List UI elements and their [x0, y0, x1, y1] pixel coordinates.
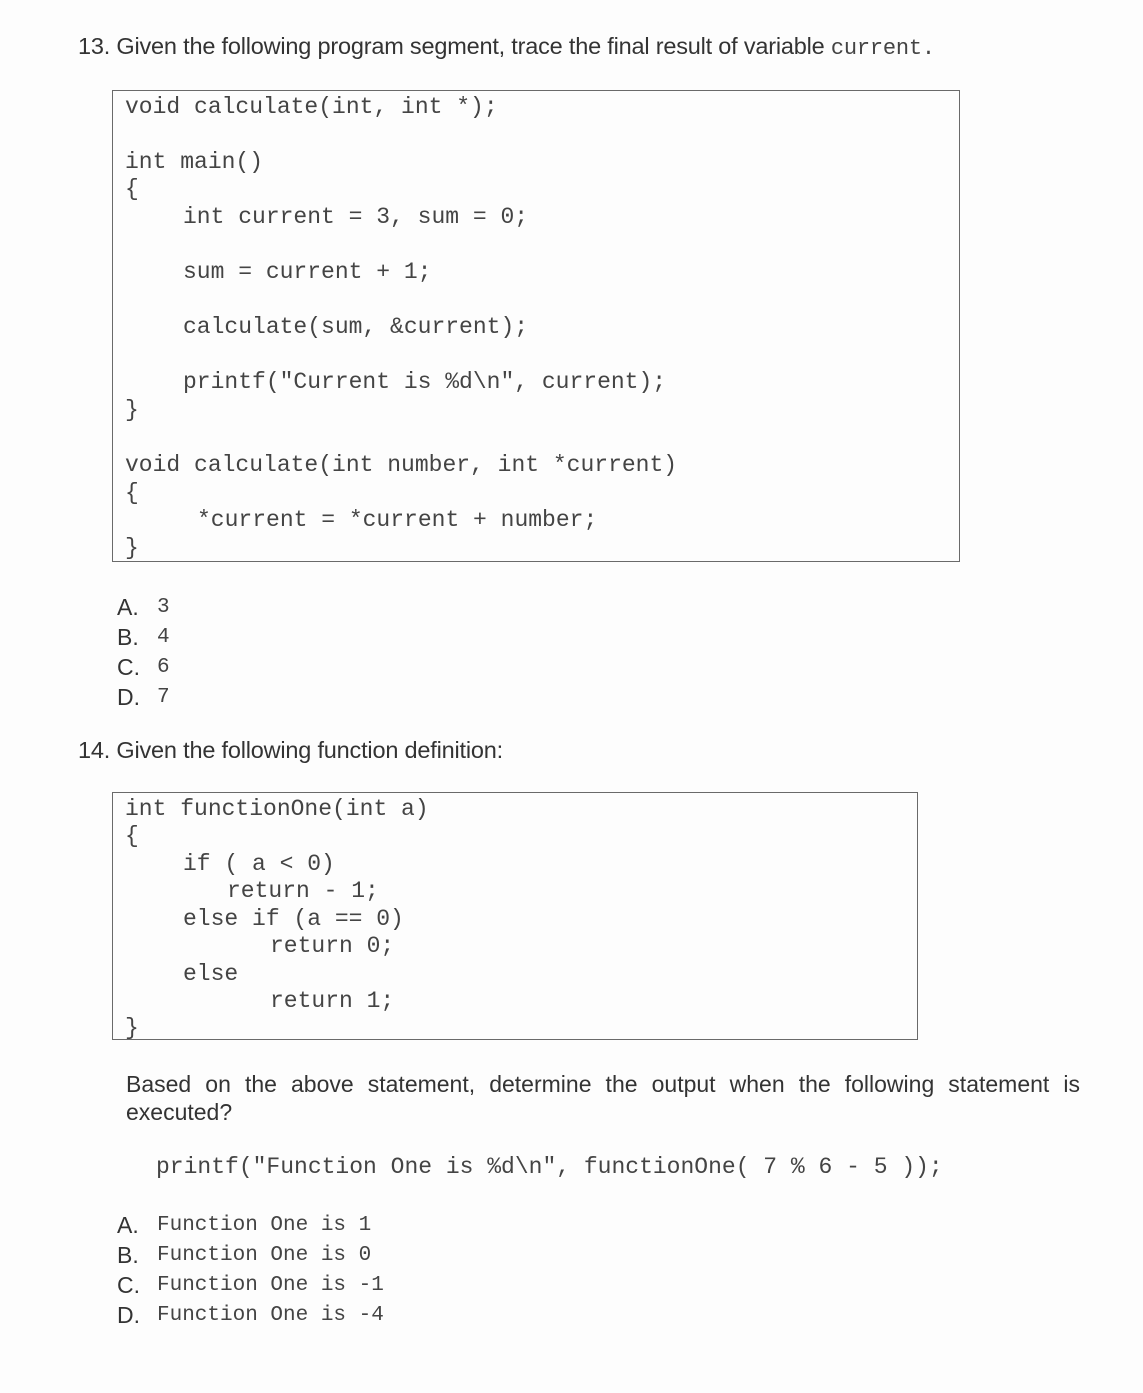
option-letter: A. — [117, 1212, 139, 1238]
option-value: Function One is 1 — [157, 1214, 372, 1237]
question-14-statement: printf("Function One is %d\n", functionOne( 7 % 6 - 5 )); — [156, 1154, 943, 1180]
code-line: printf("Current is %d\n", current); — [183, 369, 667, 395]
code-line: void calculate(int, int *); — [125, 94, 498, 120]
option-letter: D. — [117, 684, 140, 710]
question-13-title — [78, 33, 935, 61]
option-value: 3 — [157, 596, 170, 619]
option-value: 7 — [157, 686, 170, 709]
code-line: calculate(sum, &current); — [183, 314, 529, 340]
option-letter: B. — [117, 624, 139, 650]
option-value: 4 — [157, 626, 170, 649]
code-line: } — [125, 397, 139, 423]
option-letter: C. — [117, 654, 140, 680]
code-line: } — [125, 535, 139, 561]
code-line: { — [125, 176, 139, 202]
question-14-title: 14. Given the following function definition: — [78, 737, 503, 763]
code-line: if ( a < 0) — [183, 851, 335, 877]
code-line: void calculate(int number, int *current) — [125, 452, 678, 478]
question-14-prompt: Based on the above statement, determine the output when the following statement is executed? — [126, 1071, 1080, 1125]
option-value: Function One is -4 — [157, 1304, 384, 1327]
code-line: { — [125, 823, 139, 849]
code-line: else if (a == 0) — [183, 906, 404, 932]
option-letter: C. — [117, 1272, 140, 1298]
option-value: 6 — [157, 656, 170, 679]
option-value: Function One is 0 — [157, 1244, 372, 1267]
option-letter: A. — [117, 594, 139, 620]
code-line: return 0; — [270, 933, 395, 959]
option-letter: D. — [117, 1302, 140, 1328]
question-13-title-code: current. — [830, 36, 935, 61]
question-13-title-text: 13. Given the following program segment, trace the final result of variable — [78, 33, 831, 59]
code-line: *current = *current + number; — [197, 507, 598, 533]
code-line: int functionOne(int a) — [125, 796, 429, 822]
code-line: return - 1; — [227, 878, 379, 904]
code-line: int main() — [125, 149, 264, 175]
code-line: return 1; — [270, 988, 395, 1014]
option-letter: B. — [117, 1242, 139, 1268]
code-line: } — [125, 1015, 139, 1041]
code-line: { — [125, 480, 139, 506]
code-line: int current = 3, sum = 0; — [183, 204, 529, 230]
code-line: else — [183, 961, 239, 987]
question-14-code-box — [112, 792, 918, 1040]
question-13-code-box — [112, 90, 960, 562]
option-value: Function One is -1 — [157, 1274, 384, 1297]
code-line: sum = current + 1; — [183, 259, 432, 285]
